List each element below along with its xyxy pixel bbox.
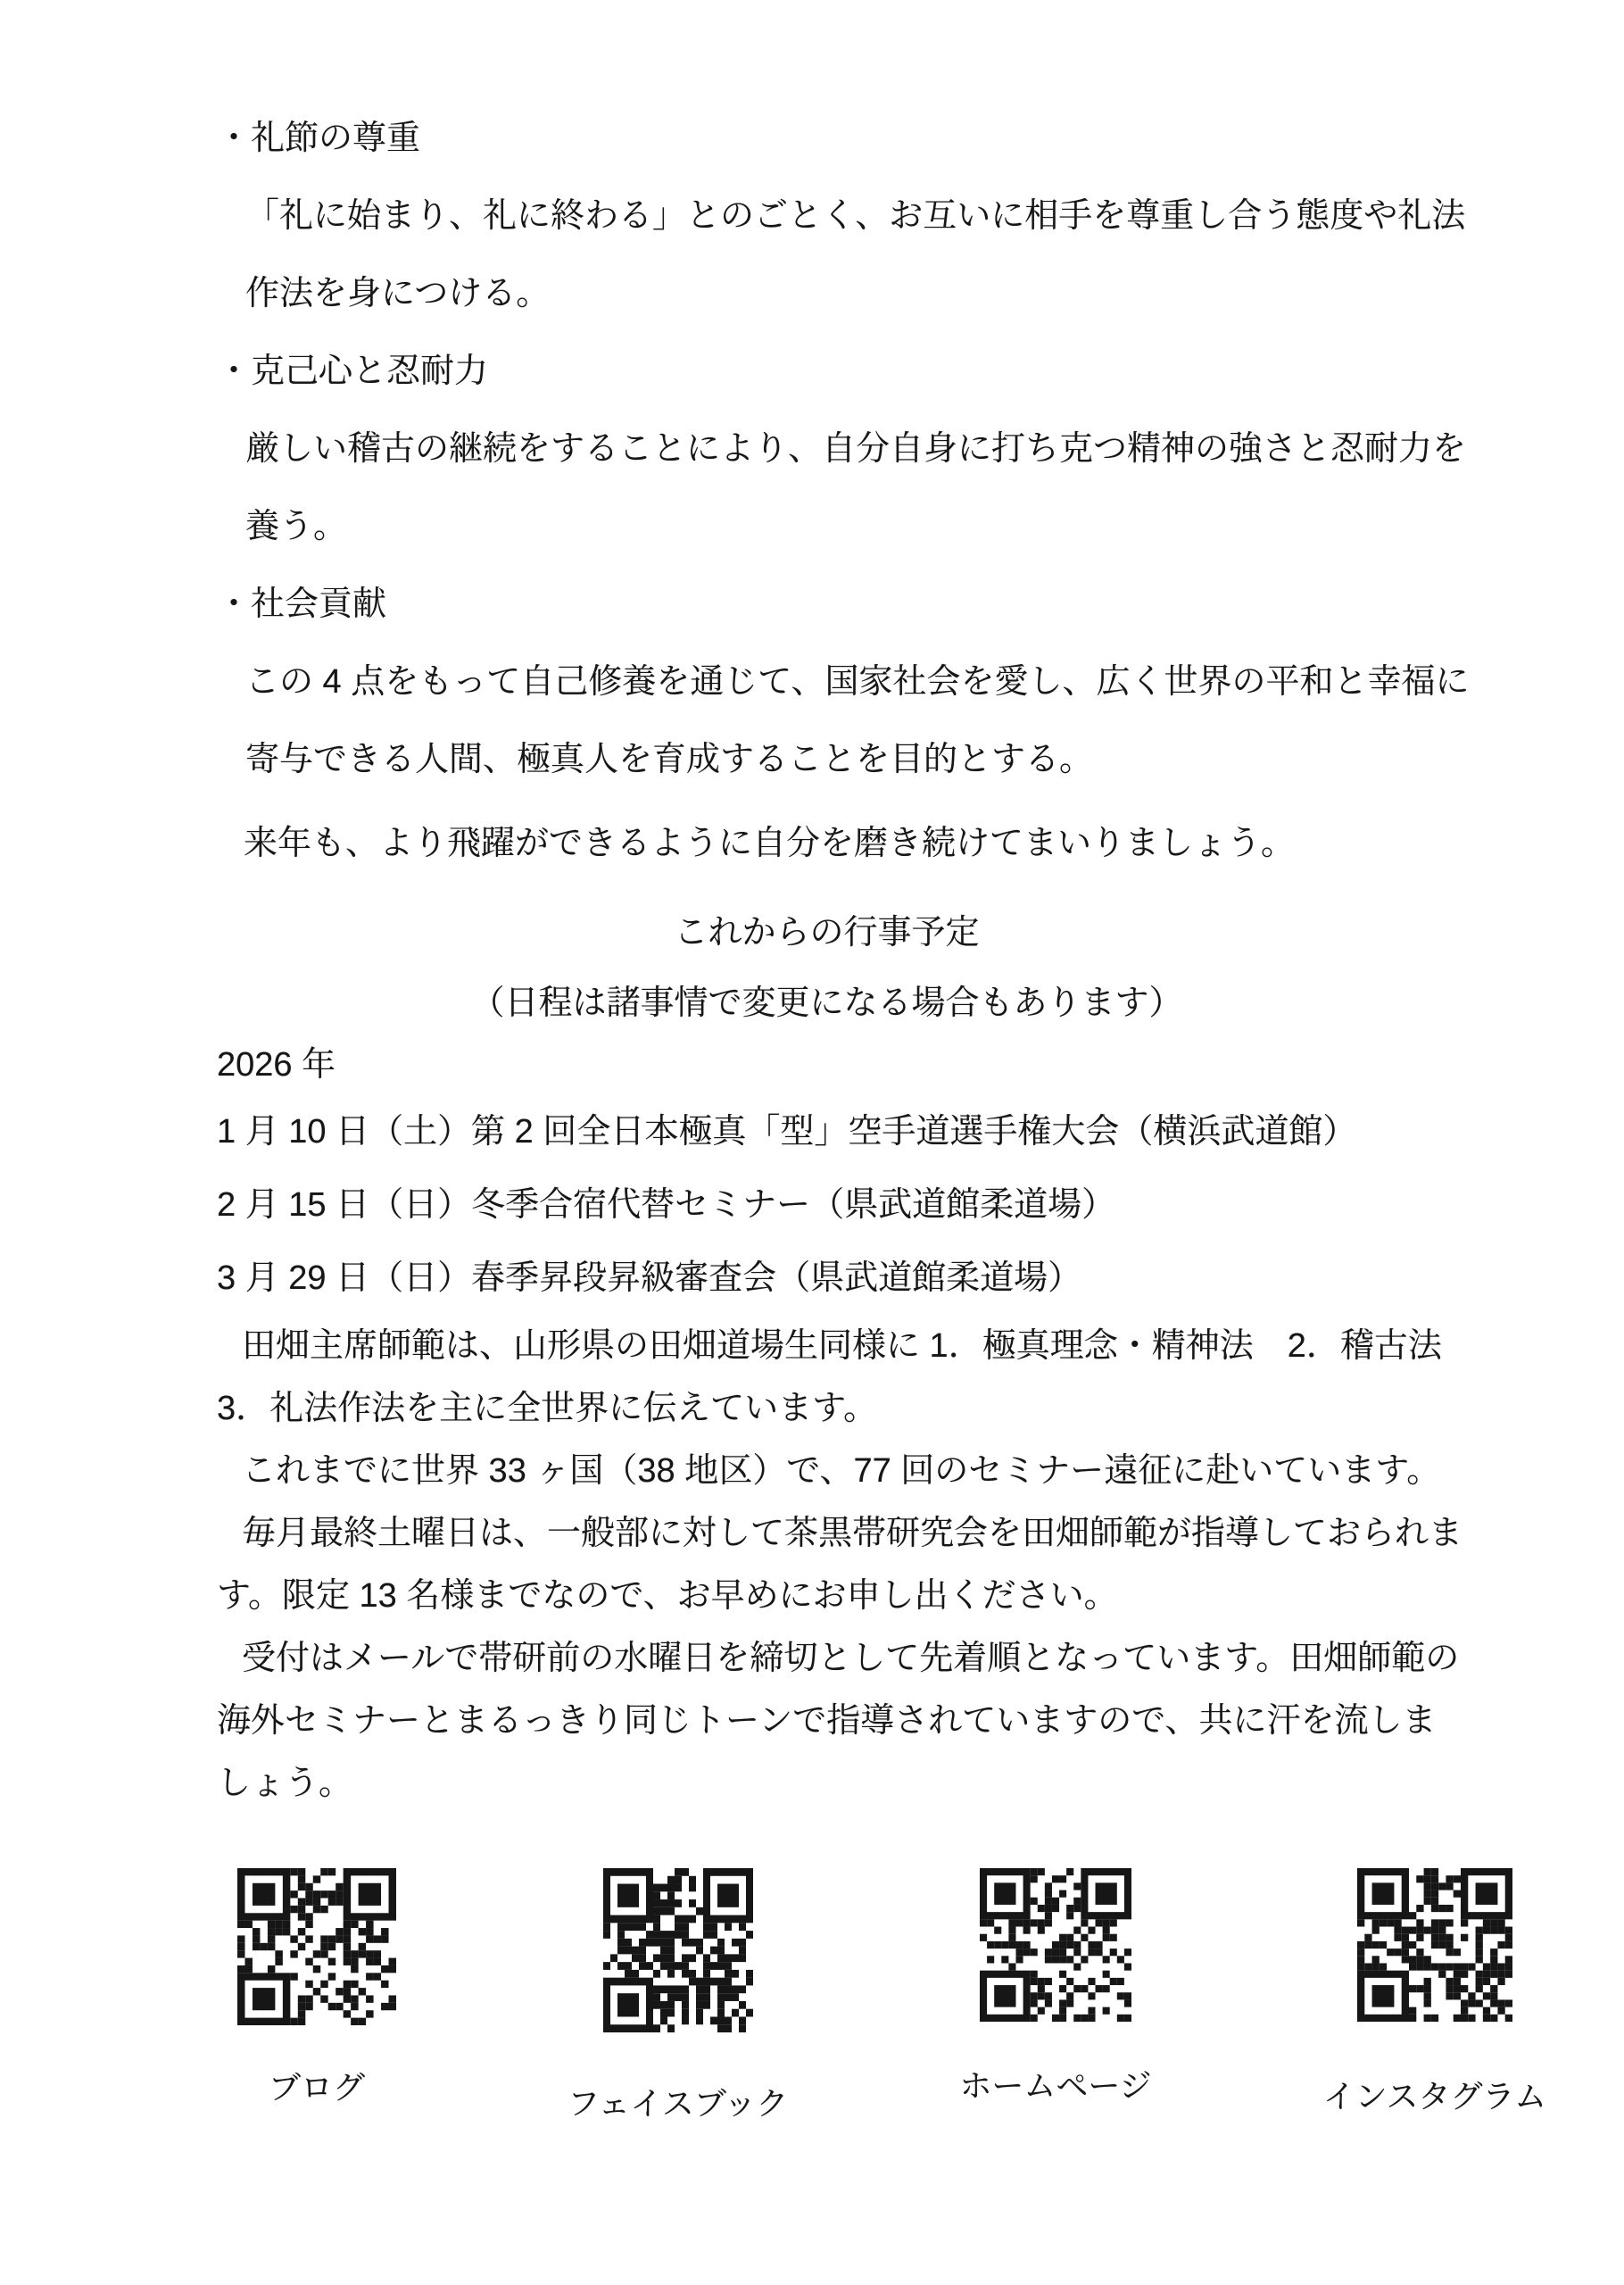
document-content bbox=[217, 100, 1547, 2148]
bullet-title-respect bbox=[217, 100, 1437, 178]
shihan-info-paragraphs bbox=[217, 1315, 1463, 1815]
schedule-heading: これからの行事予定 bbox=[674, 914, 980, 951]
bullet-marker: ・ bbox=[217, 353, 252, 390]
qr-code-blog-icon bbox=[237, 1868, 396, 2025]
bullet-marker: ・ bbox=[217, 586, 252, 623]
paragraph-line: 毎月最終土曜日は、一般部に対して茶黒帯研究会を田畑師範が指導しておられま bbox=[242, 1515, 1463, 1552]
bullet-body-line: この 4 点をもって自己修養を通じて、国家社会を愛し、広く世界の平和と幸福に bbox=[245, 663, 1470, 701]
principles-list bbox=[217, 100, 1470, 799]
bullet-body-line: 寄与できる人間、極真人を育成することを目的とする。 bbox=[245, 741, 1094, 778]
bullet-body-line: 作法を身につける。 bbox=[245, 275, 551, 312]
closing-message: 来年も、より飛躍ができるように自分を磨き続けてまいりましょう。 bbox=[244, 825, 1296, 862]
event-schedule bbox=[217, 1034, 1437, 1315]
qr-code-facebook-icon bbox=[603, 1868, 753, 2032]
event-item: 2 月 15 日（日）冬季合宿代替セミナー（県武道館柔道場） bbox=[217, 1186, 1116, 1224]
qr-label-facebook: フェイスブック bbox=[568, 2085, 789, 2122]
schedule-year: 2026 年 bbox=[217, 1046, 336, 1084]
bullet-body-line: 「礼に始まり、礼に終わる」とのごとく、お互いに相手を尊重し合う態度や礼法 bbox=[245, 197, 1466, 235]
bullet-marker: ・ bbox=[217, 120, 252, 157]
paragraph-line: す。限定 13 名様までなので、お早めにお申し出ください。 bbox=[217, 1577, 1118, 1615]
qr-code-homepage-icon bbox=[980, 1868, 1131, 2022]
bullet-title-self-control bbox=[217, 333, 1437, 411]
qr-item-instagram bbox=[1322, 1868, 1547, 2115]
event-item: 3 月 29 日（日）春季昇段昇級審査会（県武道館柔道場） bbox=[217, 1259, 1082, 1297]
paragraph-line: これまでに世界 33 ヶ国（38 地区）で、77 回のセミナー遠征に赴いています。 bbox=[242, 1452, 1441, 1490]
bullet-title-text: 社会貢献 bbox=[251, 586, 387, 623]
bullet-body-line: 厳しい稽古の継続をすることにより、自分自身に打ち克つ精神の強さと忍耐力を bbox=[245, 430, 1467, 468]
paragraph-line: しょう。 bbox=[217, 1765, 353, 1802]
qr-item-facebook bbox=[568, 1868, 789, 2122]
bullet-title-social-contribution bbox=[217, 566, 1437, 644]
qr-code-instagram-icon bbox=[1357, 1868, 1512, 2022]
qr-label-homepage: ホームページ bbox=[959, 2067, 1152, 2104]
qr-label-blog: ブログ bbox=[268, 2069, 365, 2106]
event-item: 1 月 10 日（土）第 2 回全日本極真「型」空手道選手権大会（横浜武道館） bbox=[217, 1113, 1357, 1151]
paragraph-line: 受付はメールで帯研前の水曜日を締切として先着順となっています。田畑師範の bbox=[242, 1640, 1460, 1677]
qr-item-homepage bbox=[959, 1868, 1151, 2104]
bullet-title-text: 礼節の尊重 bbox=[251, 120, 421, 157]
paragraph-line: 海外セミナーとまるっきり同じトーンで指導されていますので、共に汗を流しま bbox=[217, 1702, 1437, 1740]
qr-label-instagram: インスタグラム bbox=[1322, 2078, 1547, 2115]
bullet-title-text: 克己心と忍耐力 bbox=[251, 353, 489, 390]
paragraph-line: 田畑主席師範は、山形県の田畑道場生同様に 1．極真理念・精神法 2．稽古法 bbox=[242, 1327, 1442, 1365]
paragraph-line: 3．礼法作法を主に全世界に伝えています。 bbox=[217, 1390, 878, 1427]
qr-code-row bbox=[217, 1834, 1547, 2148]
bullet-body-line: 養う。 bbox=[245, 508, 348, 545]
qr-item-blog bbox=[237, 1868, 396, 2107]
schedule-note: （日程は諸事情で変更になる場合もあります） bbox=[470, 985, 1183, 1022]
